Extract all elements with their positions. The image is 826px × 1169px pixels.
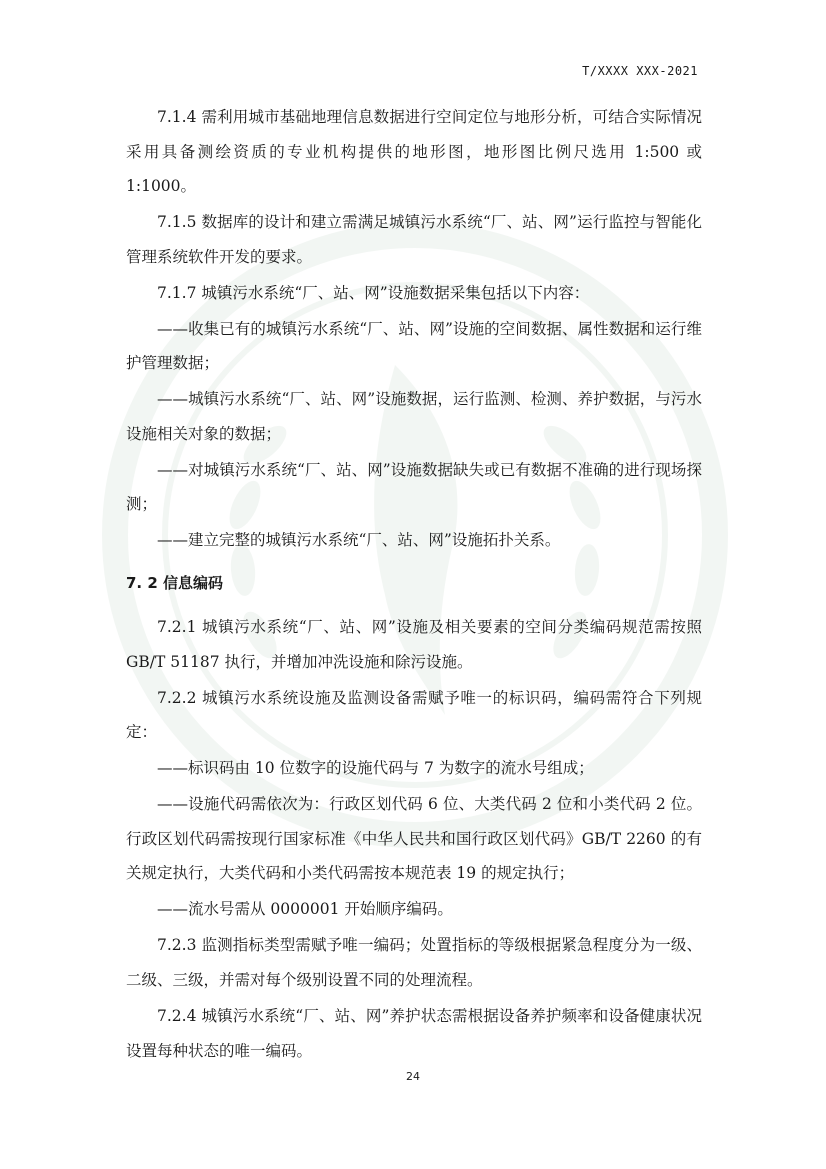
clause-7-2-4: 7.2.4 城镇污水系统“厂、站、网”养护状态需根据设备养护频率和设备健康状况设置每种状态的唯一编码。 xyxy=(126,1006,702,1060)
list-item: ——流水号需从 0000001 开始顺序编码。 xyxy=(157,900,453,919)
clause-7-2-1: 7.2.1 城镇污水系统“厂、站、网”设施及相关要素的空间分类编码规范需按照 GB/T 51187 执行，并增加冲洗设施和除污设施。 xyxy=(126,618,702,671)
document-code: T/XXXX XXX-2021 xyxy=(582,64,698,78)
page-number: 24 xyxy=(406,1070,420,1083)
document-body xyxy=(126,100,702,1070)
clause-7-2-3: 7.2.3 监测指标类型需赋予唯一编码；处置指标的等级根据紧急程度分为一级、二级、三级，并需对每个级别设置不同的处理流程。 xyxy=(126,936,702,989)
list-item: ——标识码由 10 位数字的设施代码与 7 为数字的流水号组成； xyxy=(157,759,594,778)
list-item: ——设施代码需依次为：行政区划代码 6 位、大类代码 2 位和小类代码 2 位。行政区划代码需按现行国家标准《中华人民共和国行政区划代码》GB/T 2260 的有关规定执行，大类代码和小类代码需按本规范表 19 的规定执行； xyxy=(126,795,702,883)
clause-7-1-7: 7.1.7 城镇污水系统“厂、站、网”设施数据采集包括以下内容： xyxy=(157,283,590,302)
list-item: ——城镇污水系统“厂、站、网”设施数据，运行监测、检测、养护数据，与污水设施相关对象的数据； xyxy=(126,390,702,443)
clause-7-1-4: 7.1.4 需利用城市基础地理信息数据进行空间定位与地形分析，可结合实际情况采用具备测绘资质的专业机构提供的地形图，地形图比例尺选用 1:500 或 1:1000。 xyxy=(126,108,702,196)
list-item: ——对城镇污水系统“厂、站、网”设施数据缺失或已有数据不准确的进行现场探测； xyxy=(126,460,702,514)
clause-7-2-2: 7.2.2 城镇污水系统设施及监测设备需赋予唯一的标识码，编码需符合下列规定： xyxy=(126,688,702,742)
clause-7-1-5: 7.1.5 数据库的设计和建立需满足城镇污水系统“厂、站、网”运行监控与智能化管理系统软件开发的要求。 xyxy=(126,213,702,266)
list-item: ——建立完整的城镇污水系统“厂、站、网”设施拓扑关系。 xyxy=(157,531,561,550)
section-heading-7-2: 7. 2 信息编码 xyxy=(126,574,224,593)
list-item: ——收集已有的城镇污水系统“厂、站、网”设施的空间数据、属性数据和运行维护管理数据； xyxy=(126,319,702,373)
